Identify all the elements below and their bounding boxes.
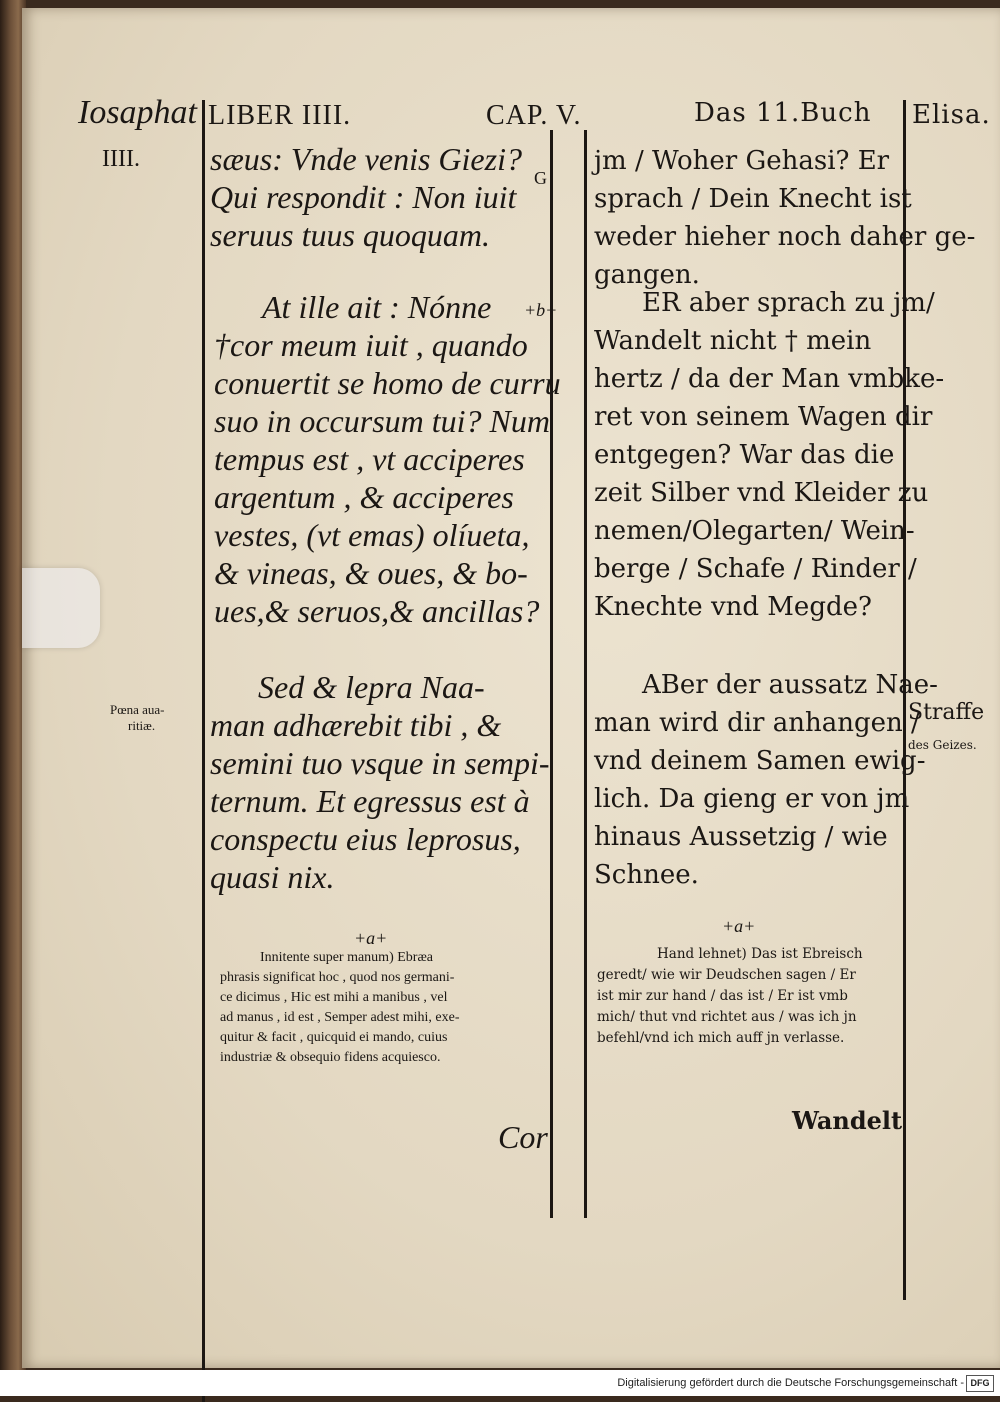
book-page (22, 8, 1000, 1368)
latin-footnote (220, 948, 460, 1068)
header-left-margin: Iosaphat (78, 94, 197, 131)
german-note-line: Hand lehnet) Das ist Ebreisch (657, 946, 863, 962)
poena-note-line1: Pœna aua- (110, 702, 165, 717)
digitization-footer (0, 1370, 1000, 1396)
header-latin-cap: CAP. V. (486, 100, 582, 131)
latin-line: argentum , & acciperes (214, 479, 514, 515)
marker-a-german: +a+ (722, 916, 756, 936)
header-german-book: Das 11.Buch (694, 98, 872, 128)
german-line: lich. Da gieng er von jm (594, 784, 910, 814)
latin-line: vestes, (vt emas) olíueta, (214, 517, 530, 553)
straffe-note-line2: des Geizes. (908, 738, 977, 752)
german-line: ret von seinem Wagen dir (594, 402, 933, 432)
latin-line: Qui respondit : Non iuit (210, 179, 517, 215)
footer-credit: Digitalisierung gefördert durch die Deutsche Forschungsgemeinschaft - (617, 1377, 964, 1389)
chapter-numeral: IIII. (102, 146, 140, 172)
latin-line: seruus tuus quoquam. (210, 217, 491, 253)
latin-line: man adhærebit tibi , & (210, 707, 502, 743)
latin-note-line: industriæ & obsequio fidens acquiesco. (220, 1050, 441, 1065)
latin-note-line: ce dicimus , Hic est mihi a manibus , vel (220, 990, 448, 1005)
german-line: gangen. (594, 260, 700, 290)
german-line: hinaus Aussetzig / wie (594, 822, 888, 852)
latin-line: & vineas, & oues, & bo- (214, 555, 528, 591)
latin-line: sæus: Vnde venis Giezi? (210, 141, 522, 177)
german-line: Wandelt nicht † mein (594, 326, 872, 356)
german-paragraph-3 (594, 666, 938, 894)
latin-note-line: phrasis significat hoc , quod nos germani- (220, 970, 455, 985)
header-right-margin: Elisa. (912, 100, 991, 130)
latin-note-line: ad manus , id est , Semper adest mihi, exe- (220, 1010, 460, 1025)
german-line: hertz / da der Man vmbke- (594, 364, 945, 394)
marker-g: G (534, 168, 547, 188)
latin-line: ternum. Et egressus est à (210, 783, 530, 819)
latin-note-line: quitur & facit , quicquid ei mando, cuius (220, 1030, 448, 1045)
german-note-line: ist mir zur hand / das ist / Er ist vmb (597, 988, 848, 1004)
marker-a-latin: +a+ (354, 928, 388, 948)
german-note-line: befehl/vnd ich mich auff jn verlasse. (597, 1030, 845, 1046)
german-line: man wird dir anhangen / (594, 708, 920, 738)
german-footnote (597, 944, 863, 1049)
latin-line: conspectu eius leprosus, (210, 821, 521, 857)
latin-paragraph-2 (214, 288, 561, 630)
german-line: entgegen? War das die (594, 440, 895, 470)
latin-paragraph-3 (210, 668, 550, 896)
latin-line: suo in occursum tui? Num (214, 403, 550, 439)
german-line: Schnee. (594, 860, 699, 890)
latin-line: †cor meum iuit , quando (214, 327, 528, 363)
catchword-german: Wandelt (792, 1106, 903, 1135)
latin-line: At ille ait : Nónne (262, 289, 492, 325)
latin-line: conuertit se homo de curru (214, 365, 561, 401)
german-line: zeit Silber vnd Kleider zu (594, 478, 929, 508)
dfg-logo: DFG (966, 1375, 994, 1392)
latin-paragraph-1 (210, 140, 522, 254)
straffe-note-line1: Straffe (908, 700, 985, 725)
latin-line: tempus est , vt acciperes (214, 441, 525, 477)
german-paragraph-2 (594, 284, 944, 626)
german-line: weder hieher noch daher ge- (594, 222, 976, 252)
german-line: vnd deinem Samen ewig- (594, 746, 926, 776)
german-note-line: mich/ thut vnd richtet aus / was ich jn (597, 1009, 857, 1025)
latin-line: semini tuo vsque in sempi- (210, 745, 550, 781)
german-line: sprach / Dein Knecht ist (594, 184, 912, 214)
marker-b: +b+ (524, 300, 558, 320)
latin-line: quasi nix. (210, 859, 335, 895)
german-line: jm / Woher Gehasi? Er (594, 146, 890, 176)
german-line: berge / Schafe / Rinder / (594, 554, 917, 584)
latin-note-line: Innitente super manum) Ebræa (260, 950, 434, 965)
german-line: ER aber sprach zu jm/ (642, 288, 935, 318)
header-latin-book: LIBER IIII. (208, 100, 352, 131)
german-line: Knechte vnd Megde? (594, 592, 872, 622)
german-note-line: geredt/ wie wir Deudschen sagen / Er (597, 967, 856, 983)
rule-left (202, 100, 205, 1402)
rule-german-left (584, 130, 587, 1218)
catchword-latin: Cor (498, 1119, 548, 1155)
poena-note-line2: ritiæ. (128, 718, 156, 733)
latin-line: Sed & lepra Naa- (258, 669, 485, 705)
page-clip (22, 568, 100, 648)
german-line: ABer der aussatz Nae- (642, 670, 938, 700)
german-paragraph-1 (594, 142, 975, 294)
german-line: nemen/Olegarten/ Wein- (594, 516, 915, 546)
latin-line: ues,& seruos,& ancillas? (214, 593, 540, 629)
